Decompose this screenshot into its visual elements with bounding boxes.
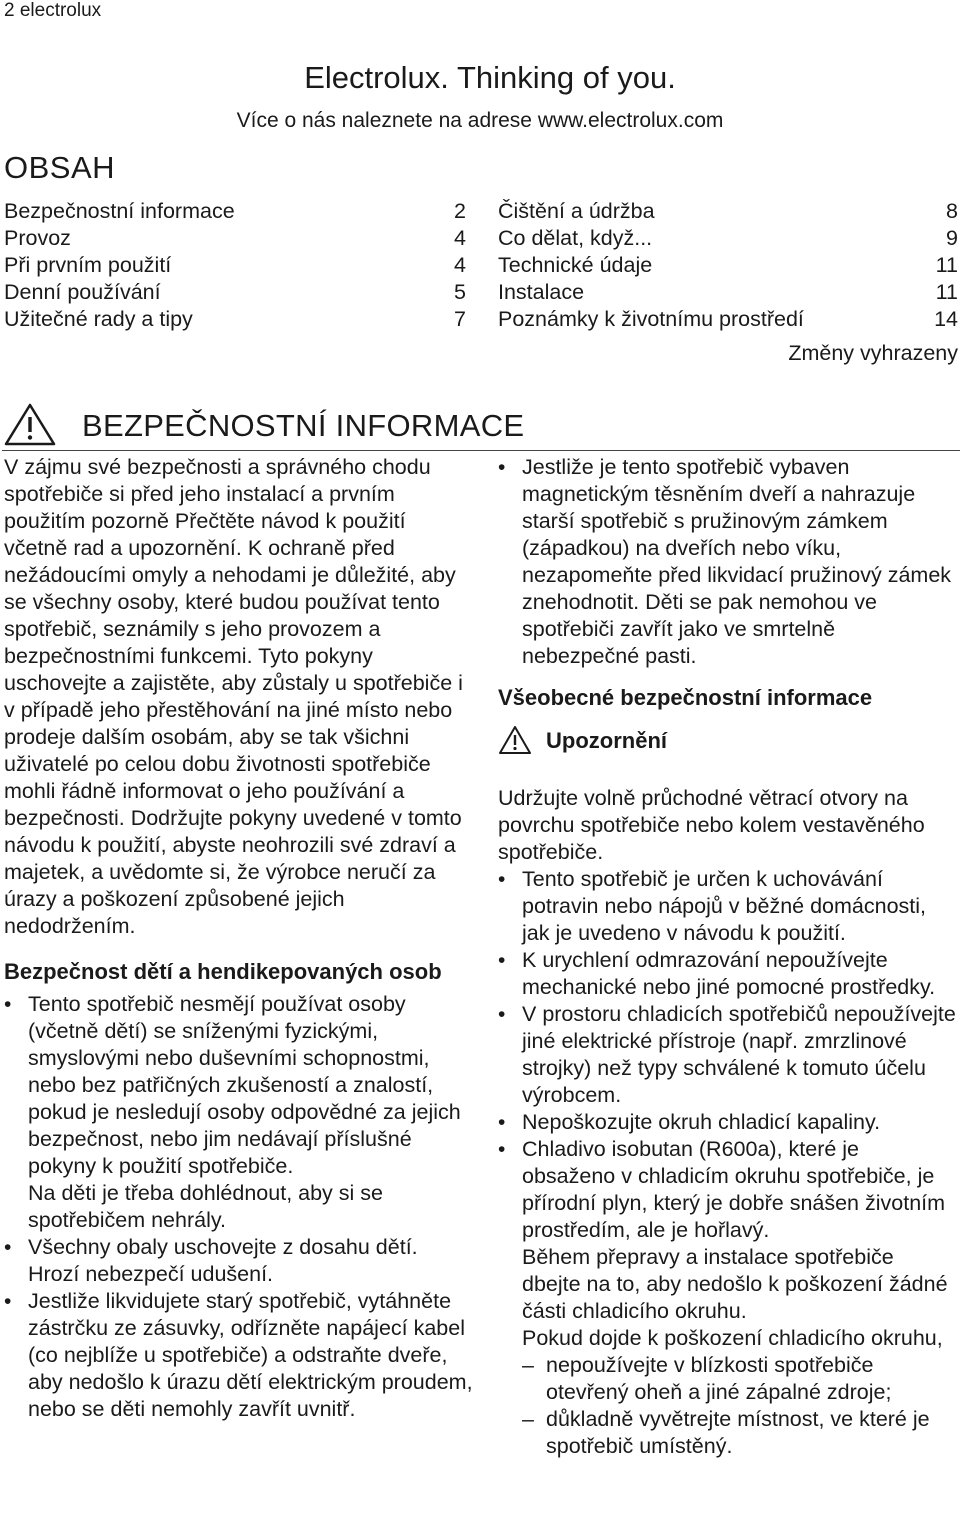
safety-intro: V zájmu své bezpečnosti a správného chodu spotřebiče si před jeho instalací a prvním použitím pozorně Přečtěte návod k použití včetně rad a upozornění. K ochraně před nežádoucími omyly a nehodami je důležité, aby se všechny osoby, které budou používat tento spotřebič, seznámily s jeho provozem a bezpečnostními funkcemi. Tyto pokyny uschovejte a zajistěte, aby zůstaly u spotřebiče i v případě jeho přestěhování na jiné místo nebo prodeje dalším osobám, aby se tak všichni uživatelé po celou dobu životnosti spotřebiče mohli řádně informovat o jeho používání a bezpečnosti. Dodržujte pokyny uvedené v tomto návodu k použití, abyste neohrozili své zdraví a majetek, a uvědomte si, že výrobce neručí za úrazy a poškození způsobené jejich nedodržením. [4,455,463,938]
right-column [498,454,958,1460]
warning-triangle-icon [498,725,532,755]
list-item: • Jestliže likvidujete starý spotřebič, vytáhněte zástrčku ze zásuvky, odřízněte napájecí kabel (co nejblíže u spotřebiče) a odstraňte dveře, aby nedošlo k úrazu dětí elektrickým proudem, nebo se děti nemohly zavřít uvnitř. [4,1288,474,1423]
list-item-text: Na děti je třeba dohlédnout, aby si se spotřebičem nehrály. [28,1181,383,1232]
toc-entry-page: 2 [454,199,466,223]
general-safety-list [498,866,958,1460]
toc-entry-label: Denní používání [4,280,161,304]
toc-entry-label: Co dělat, když... [498,226,653,250]
toc-entry-label: Užitečné rady a tipy [4,307,193,331]
tagline-title: Electrolux. Thinking of you. [304,60,676,95]
general-safety-heading: Všeobecné bezpečnostní informace [498,685,873,710]
dash-item: – nepoužívejte v blízkosti spotřebiče otevřený oheň a jiné zápalné zdroje; [522,1352,958,1406]
damage-actions-list [522,1352,958,1460]
warning-text: Udržujte volně průchodné větrací otvory na povrchu spotřebiče nebo kolem vestavěného spotřebiče. [498,786,925,864]
toc-entry[interactable] [4,225,466,252]
children-safety-list [4,991,474,1423]
damage-note: Pokud dojde k poškození chladicího okruhu, [522,1326,943,1350]
rights-reserved-note: Změny vyhrazeny [788,341,958,365]
toc-entry[interactable] [4,198,466,225]
section-header [2,402,960,451]
toc-entry[interactable] [498,306,958,333]
tagline [0,60,960,134]
toc-entry-page: 8 [946,199,958,223]
list-item: • Nepoškozujte okruh chladicí kapaliny. [498,1109,958,1136]
toc-entry-label: Technické údaje [498,253,653,277]
toc-heading: OBSAH [4,150,116,185]
toc-entry-label: Provoz [4,226,71,250]
list-item: • Všechny obaly uschovejte z dosahu dětí. Hrozí nebezpečí udušení. [4,1234,474,1288]
toc-entry-page: 4 [454,253,466,277]
list-item: • Jestliže je tento spotřebič vybaven magnetickým těsněním dveří a nahrazuje starší spotřebič s pružinovým zámkem (západkou) na dveřích nebo víku, nezapomeňte před likvidací pružinový zámek znehodnotit. Děti se pak nemohou ve spotřebiči zavřít jako ve smrtelně nebezpečné pasti. [498,454,958,670]
toc-entry[interactable] [4,279,466,306]
toc-entry-page: 4 [454,226,466,250]
toc-entry-page: 9 [946,226,958,250]
toc-entry[interactable] [498,198,958,225]
toc-entry-page: 14 [934,307,958,331]
transport-note: Během přepravy a instalace spotřebiče dbejte na to, aby nedošlo k poškození žádné části chladicího okruhu. [522,1245,948,1323]
section-title: BEZPEČNOSTNÍ INFORMACE [82,408,525,443]
toc-entry-page: 5 [454,280,466,304]
warning-label: Upozornění [546,727,667,753]
dash-item: – důkladně vyvětrejte místnost, ve které je spotřebič umístěný. [522,1406,958,1460]
toc-entry[interactable] [498,225,958,252]
toc-left-column [4,198,466,333]
toc-right-column [498,198,958,333]
toc-entry-label: Bezpečnostní informace [4,199,235,223]
toc-entry[interactable] [498,252,958,279]
tagline-subtitle: Více o nás naleznete na adrese www.electrolux.com [236,109,724,132]
toc-entry-page: 11 [935,253,958,277]
list-item-text: Chladivo isobutan (R600a), které je obsaženo v chladicím okruhu spotřebiče, je přírodní plyn, který je dobře snášen životním prostředím, ale je hořlavý. [522,1137,946,1242]
warning-callout [498,713,958,767]
list-item: • V prostoru chladicích spotřebičů nepoužívejte jiné elektrické přístroje (např. zmrzlinové strojky) než typy schválené k tomuto účelu výrobcem. [498,1001,958,1109]
toc-entry-label: Čištění a údržba [498,199,655,223]
toc-entry-page: 11 [935,280,958,304]
toc-entry-label: Poznámky k životnímu prostředí [498,307,804,331]
toc-entry[interactable] [498,279,958,306]
children-safety-list-continued [498,454,958,670]
toc-entry[interactable] [4,252,466,279]
list-item [498,1136,958,1460]
toc-entry-label: Instalace [498,280,585,304]
toc-entry-label: Při prvním použití [4,253,172,277]
list-item: • Tento spotřebič je určen k uchovávání potravin nebo nápojů v běžné domácnosti, jak je uvedeno v návodu k použití. [498,866,958,947]
children-safety-heading: Bezpečnost dětí a hendikepovaných osob [4,959,442,984]
toc-entry[interactable] [4,306,466,333]
list-item: • K urychlení odmrazování nepoužívejte mechanické nebo jiné pomocné prostředky. [498,947,958,1001]
warning-triangle-icon [4,402,56,446]
list-item [4,991,474,1234]
left-column [4,454,474,1423]
page-header: 2 electrolux [4,0,102,21]
toc-entry-page: 7 [454,307,466,331]
list-item-text: Tento spotřebič nesmějí používat osoby (včetně dětí) se sníženými fyzickými, smyslovými nebo duševními schopnostmi, nebo bez patřičných zkušeností a znalostí, pokud je nesledují osoby odpovědné za jejich bezpečnost, nebo jim nedávají příslušné pokyny k použití spotřebiče. [28,992,461,1178]
